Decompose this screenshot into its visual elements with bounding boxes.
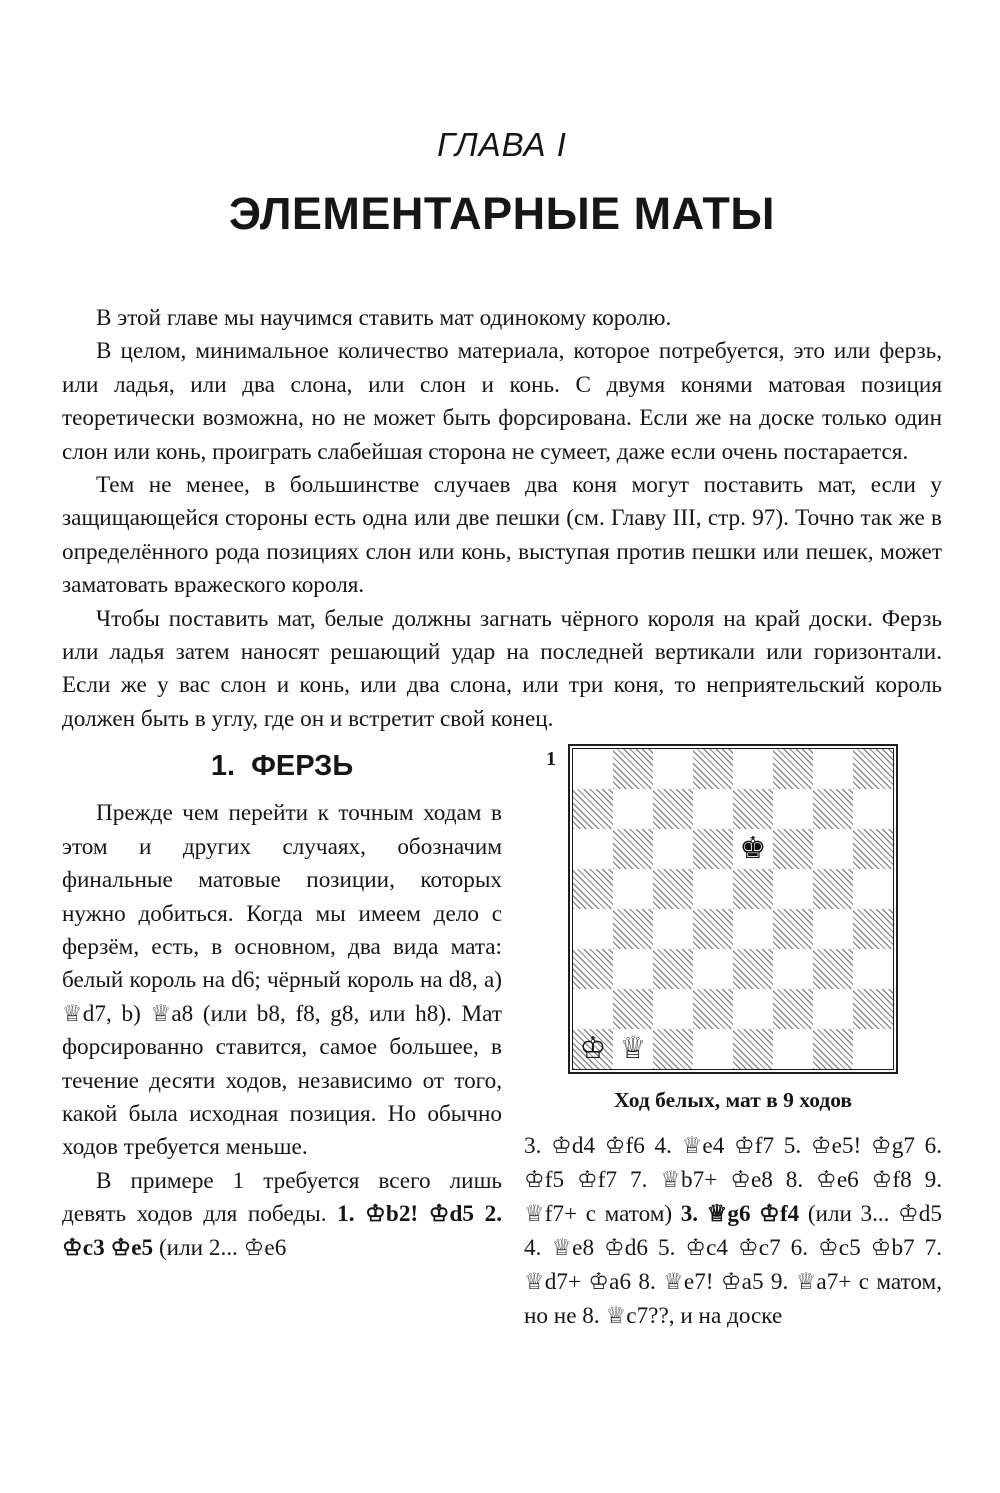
square-b3 — [613, 949, 653, 989]
move-text-bold: 3. ♕g6 ♔f4 — [680, 1201, 808, 1228]
square-a5 — [573, 869, 613, 909]
square-c6 — [653, 829, 693, 869]
diagram-number: 1 — [546, 748, 556, 771]
square-c3 — [653, 949, 693, 989]
square-f6 — [773, 829, 813, 869]
move-text-bold: 1. ♔b2! ♔d5 2. ♔c3 ♔e5 — [62, 1201, 502, 1261]
square-g1 — [813, 1029, 853, 1069]
square-d3 — [693, 949, 733, 989]
square-e3 — [733, 949, 773, 989]
square-d2 — [693, 989, 733, 1029]
right-column — [524, 744, 942, 1333]
square-a4 — [573, 909, 613, 949]
chapter-label: ГЛАВА I — [437, 126, 567, 163]
square-h6 — [853, 829, 893, 869]
left-column-text — [62, 797, 502, 1265]
chess-diagram — [546, 744, 898, 1074]
square-f4 — [773, 909, 813, 949]
square-h4 — [853, 909, 893, 949]
square-e1 — [733, 1029, 773, 1069]
square-g8 — [813, 749, 853, 789]
square-g4 — [813, 909, 853, 949]
square-h1 — [853, 1029, 893, 1069]
square-d4 — [693, 909, 733, 949]
diagram-caption: Ход белых, мат в 9 ходов — [613, 1088, 853, 1113]
square-h2 — [853, 989, 893, 1029]
square-d5 — [693, 869, 733, 909]
two-column-layout — [62, 744, 942, 1333]
move-text: (или 2... ♔e6 — [158, 1234, 287, 1261]
square-b7 — [613, 789, 653, 829]
queen-intro-paragraph — [62, 797, 502, 1164]
square-b8 — [613, 749, 653, 789]
square-a3 — [573, 949, 613, 989]
square-c2 — [653, 989, 693, 1029]
square-e2 — [733, 989, 773, 1029]
intro-paragraph-4: Чтобы поставить мат, белые должны загнать чёрного короля на край доски. Ферзь или ладья затем наносят решающий удар на последней вертикали или горизонтали. Если же у вас слон и конь, или два слона, или три коня, то неприятельский король должен быть в углу, где он и встретит свой конец. — [62, 605, 942, 732]
white-king-icon: ♔ — [579, 1031, 607, 1067]
square-f2 — [773, 989, 813, 1029]
square-f7 — [773, 789, 813, 829]
square-f1 — [773, 1029, 813, 1069]
square-h8 — [853, 749, 893, 789]
square-d7 — [693, 789, 733, 829]
square-e8 — [733, 749, 773, 789]
intro-paragraph-2: В целом, минимальное количество материала, которое потребуется, это или ферзь, или ладья, или два слона, или слон и конь. С двумя конями матовая позиция теоретически возможна, но не может быть форсирована. Если же на доске только один слон или конь, проиграть слабейшая сторона не сумеет, даже если очень постарается. — [62, 338, 942, 465]
intro-section — [62, 302, 942, 736]
square-h5 — [853, 869, 893, 909]
intro-paragraph-1: В этой главе мы научимся ставить мат одинокому королю. — [96, 305, 672, 331]
square-c7 — [653, 789, 693, 829]
square-g3 — [813, 949, 853, 989]
square-c8 — [653, 749, 693, 789]
square-b4 — [613, 909, 653, 949]
intro-paragraph-3: Тем не менее, в большинстве случаев два коня могут поставить мат, если у защищающейся стороны есть одна или две пешки (см. Главу III, стр. 97). Точно так же в определённого рода позициях слон или конь, выступая против пешки или пешек, может заматовать вражеского короля. — [62, 472, 942, 599]
square-d6 — [693, 829, 733, 869]
move-text: (или 3... ♔d5 4. ♕e8 ♔d6 5. ♔c4 ♔c7 6. ♔c5 ♔b7 7. ♕d7+ ♔a6 8. ♕e7! ♔a5 9. ♕a7+ с матом, но не 8. ♕c7??, и на доске — [524, 1201, 942, 1330]
section-heading-queen: 1. ФЕРЗЬ — [210, 750, 354, 783]
left-column — [62, 744, 502, 1333]
square-c4 — [653, 909, 693, 949]
black-king-icon: ♚ — [739, 831, 767, 867]
chess-board — [572, 748, 894, 1070]
square-a2 — [573, 989, 613, 1029]
square-a7 — [573, 789, 613, 829]
square-g2 — [813, 989, 853, 1029]
square-h3 — [853, 949, 893, 989]
move-text: Прежде чем перейти к точным ходам в этом и других случаях, обозначим финальные матовые позиции, которых нужно добиться. Когда мы имеем дело с ферзём, есть, в основном, два вида мата: белый король на d6; чёрный король на d8, а) ♕d7, b) ♕a8 (или b8, f8, g8, или h8). Мат форсированно ставится, самое большее, в течение десяти ходов, независимо от того, какой была исходная позиция. Но обычно ходов требуется меньше. — [62, 800, 502, 1161]
square-f8 — [773, 749, 813, 789]
move-text: 3. ♔d4 ♔f6 4. ♕e4 ♔f7 5. ♔e5! ♔g7 6. ♔f5 ♔f7 7. ♕b7+ ♔e8 8. ♔e6 ♔f8 9. ♕f7+ с матом) — [524, 1133, 942, 1228]
square-c1 — [653, 1029, 693, 1069]
square-g5 — [813, 869, 853, 909]
square-h7 — [853, 789, 893, 829]
square-d1 — [693, 1029, 733, 1069]
square-b5 — [613, 869, 653, 909]
square-f3 — [773, 949, 813, 989]
move-text: В примере 1 требуется всего лишь девять ходов для победы. — [62, 1167, 502, 1228]
moves-continuation-paragraph — [524, 1129, 942, 1333]
square-e7 — [733, 789, 773, 829]
square-g6 — [813, 829, 853, 869]
square-b1 — [613, 1029, 653, 1069]
square-e6 — [733, 829, 773, 869]
square-e4 — [733, 909, 773, 949]
board-frame — [568, 744, 898, 1074]
square-c5 — [653, 869, 693, 909]
square-a8 — [573, 749, 613, 789]
square-a1 — [573, 1029, 613, 1069]
square-b6 — [613, 829, 653, 869]
square-b2 — [613, 989, 653, 1029]
white-queen-icon: ♕ — [619, 1031, 647, 1067]
square-g7 — [813, 789, 853, 829]
example-moves-paragraph-start — [62, 1165, 502, 1265]
chapter-title: ЭЛЕМЕНТАРНЫЕ МАТЫ — [229, 188, 775, 239]
square-e5 — [733, 869, 773, 909]
square-a6 — [573, 829, 613, 869]
square-d8 — [693, 749, 733, 789]
square-f5 — [773, 869, 813, 909]
